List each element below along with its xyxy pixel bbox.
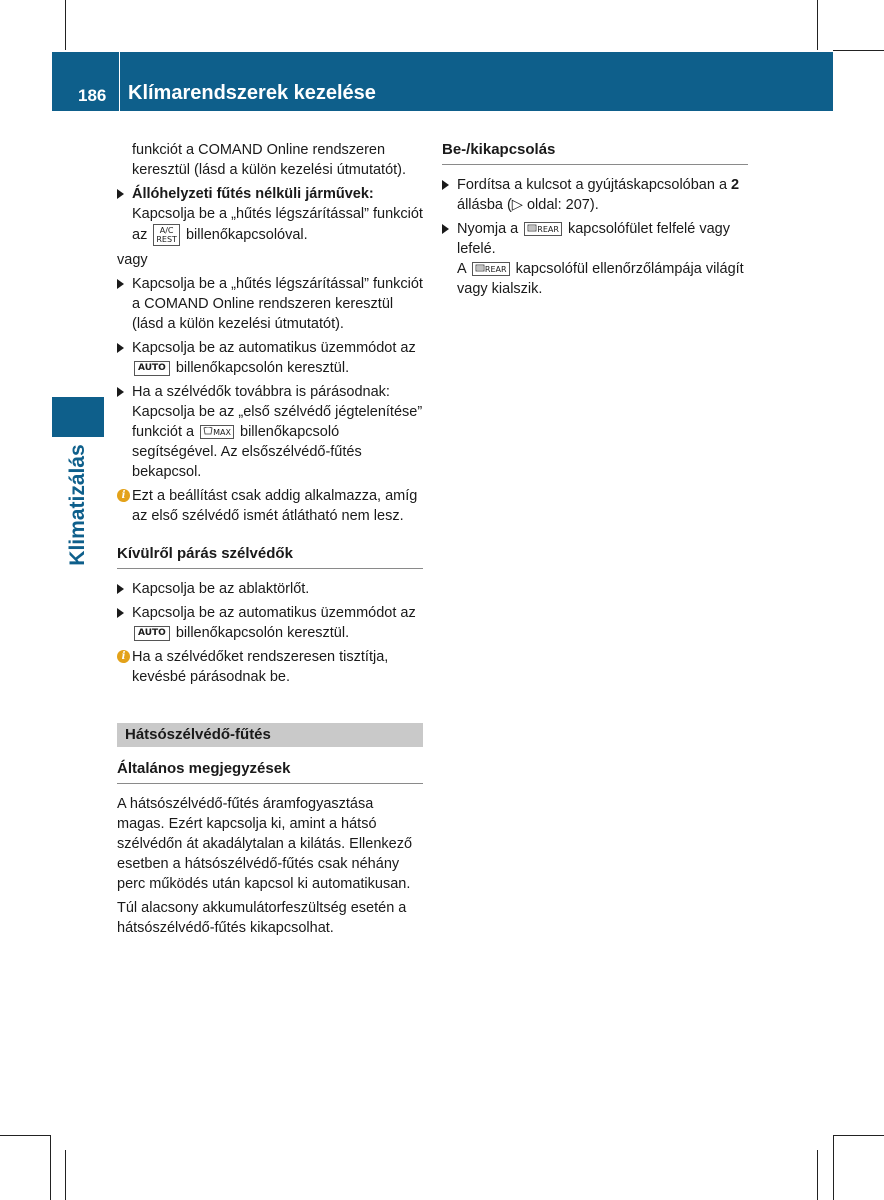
info-icon: i [117, 650, 130, 663]
info-note [117, 647, 423, 687]
item-text: Fordítsa a kulcsot a gyújtáskapcsolóban a [457, 177, 732, 193]
crop-mark [833, 1135, 884, 1136]
rear-window-heater-icon [527, 224, 537, 232]
auto-key-icon: AUTO [134, 626, 170, 641]
list-item [117, 603, 423, 643]
item-text: kapcsolófül ellenőrzőlámpája világít vagy kialszik. [457, 261, 744, 297]
item-number: 2 [731, 177, 740, 193]
info-text: Ha a szélvédőket rendszeresen tisztítja, kevésbé párásodnak be. [132, 649, 389, 685]
key-label: REAR [484, 265, 507, 275]
key-label: A/C [159, 226, 174, 235]
rear-defrost-key-icon [524, 222, 562, 236]
info-text: Ezt a beállítást csak addig alkalmazza, amíg az első szélvédő ismét átlátható nem lesz. [132, 488, 418, 524]
item-text: Kapcsolja be az automatikus üzemmódot az [132, 340, 416, 356]
item-text: A [457, 261, 466, 277]
defrost-icon [203, 427, 213, 435]
conjunction: vagy [117, 252, 148, 268]
item-bold-label: Állóhelyzeti fűtés nélküli járművek: [132, 186, 374, 202]
crop-mark [65, 0, 66, 50]
crop-mark [833, 1135, 834, 1200]
list-item [117, 184, 423, 246]
right-column [442, 140, 748, 303]
list-item [117, 274, 423, 334]
list-item [117, 579, 423, 599]
auto-key-icon: AUTO [134, 361, 170, 376]
page-header [52, 52, 833, 111]
paragraph: A hátsószélvédő-fűtés áramfogyasztása magas. Ezért kapcsolja ki, amint a hátsó szélvédőn át akadálytalan a kilátás. Ellenkező esetben a hátsószélvédő-fűtés csak néhány perc működés után kapcsol ki automatikusan. [117, 796, 413, 892]
rear-window-heater-icon [475, 264, 485, 272]
section-heading: Kívülről párás szélvédők [117, 544, 423, 569]
list-item [442, 175, 748, 215]
arrow-icon [117, 279, 124, 289]
ac-rest-key-icon [153, 224, 180, 246]
info-icon: i [117, 489, 130, 502]
paragraph: funkciót a COMAND Online rendszeren keresztül (lásd a külön kezelési útmutatót). [132, 142, 407, 178]
arrow-icon [117, 343, 124, 353]
side-tab-label: Klimatizálás [66, 444, 89, 566]
arrow-icon [442, 180, 449, 190]
left-column [117, 140, 423, 938]
list-item [442, 219, 748, 299]
crop-mark [50, 1135, 51, 1200]
key-label: MAX [213, 428, 231, 438]
paragraph: Túl alacsony akkumulátorfeszültség esetén a hátsószélvédő-fűtés kikapcsolhat. [117, 900, 407, 936]
item-text: Kapcsolja be a „hűtés légszárítással” funkciót az [132, 206, 423, 243]
section-heading: Általános megjegyzések [117, 759, 423, 784]
arrow-icon [442, 224, 449, 234]
chapter-heading: Hátsószélvédő-fűtés [117, 723, 423, 747]
section-heading: Be-/kikapcsolás [442, 140, 748, 165]
item-text: Nyomja a [457, 221, 519, 237]
front-defrost-max-key-icon [200, 425, 234, 439]
crop-mark [833, 50, 884, 51]
item-text: billenőkapcsolóval. [185, 226, 308, 243]
arrow-icon [117, 387, 124, 397]
key-label: REST [156, 235, 177, 244]
side-tab-marker [52, 397, 104, 437]
arrow-icon [117, 584, 124, 594]
item-text: Kapcsolja be az ablaktörlőt. [132, 581, 310, 597]
key-label: REAR [537, 225, 559, 235]
info-note [117, 486, 423, 526]
crop-mark [0, 1135, 50, 1136]
item-text: billenőkapcsolón keresztül. [175, 360, 350, 376]
header-divider [119, 52, 120, 111]
crop-mark [817, 1150, 818, 1200]
crop-mark [817, 0, 818, 50]
page-number: 186 [78, 86, 107, 105]
arrow-icon [117, 189, 124, 199]
item-text: billenőkapcsoló segítségével. Az elsőszélvédő-fűtés bekapcsol. [132, 424, 362, 480]
rear-defrost-key-icon [472, 262, 510, 276]
item-text: kapcsolófület felfelé vagy lefelé. [457, 221, 730, 257]
list-item [117, 338, 423, 378]
item-text: Kapcsolja be az automatikus üzemmódot az [132, 605, 416, 621]
item-text: állásba (▷ oldal: 207). [457, 197, 599, 213]
list-item [117, 382, 423, 482]
item-text: billenőkapcsolón keresztül. [175, 625, 350, 641]
crop-mark [65, 1150, 66, 1200]
item-text: Ha a szélvédők továbbra is párásodnak: Kapcsolja be az „első szélvédő jégtelenítése” funkciót a [132, 384, 423, 440]
page-title: Klímarendszerek kezelése [128, 82, 376, 104]
arrow-icon [117, 608, 124, 618]
item-text: Kapcsolja be a „hűtés légszárítással” funkciót a COMAND Online rendszeren keresztül (lásd a külön kezelési útmutatót). [132, 276, 423, 332]
